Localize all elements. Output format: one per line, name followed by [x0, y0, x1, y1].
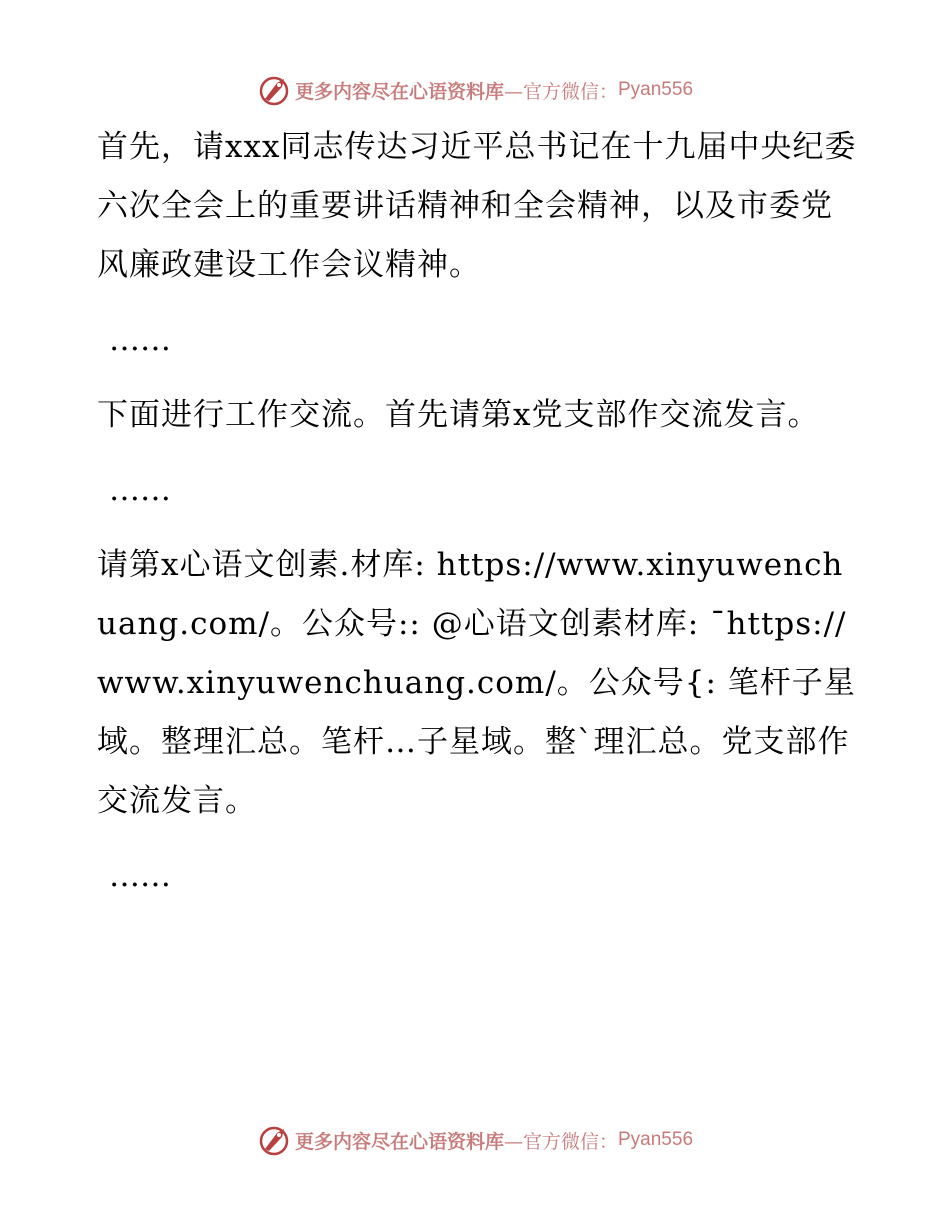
banner-main-text: 更多内容尽在心语资料库: [294, 1130, 504, 1153]
banner-sub-text: —官方微信：: [503, 1130, 618, 1153]
banner-main-text: 更多内容尽在心语资料库: [294, 80, 504, 103]
paragraph-branch-speech: 请第x心语文创素.材库: https://www.xinyuwenchuang.com/。公众号:: @心语文创素材库: ¯https://www.xinyuwenchuang.com/。公众号{: 笔杆子星域。整理汇总。笔杆…子星域。整`理汇总。党支部作交流发言。: [97, 547, 856, 819]
paragraph-opening: 首先，请xxx同志传达习近平总书记在十九届中央纪委六次全会上的重要讲话精神和全会精神，以及市委党风廉政建设工作会议精神。: [97, 129, 857, 283]
pen-nib-logo-icon: [257, 1123, 291, 1157]
banner-wechat-id: Pyan556: [618, 1129, 694, 1150]
banner-sub-text: —官方微信：: [503, 80, 618, 103]
ellipsis-3: ……: [109, 858, 171, 894]
banner-wechat-id: Pyan556: [618, 79, 694, 100]
paragraph-exchange: 下面进行工作交流。首先请第x党支部作交流发言。: [97, 397, 820, 433]
header-banner: [0, 70, 950, 110]
document-body: [97, 118, 857, 906]
pen-nib-logo-icon: [257, 73, 291, 107]
ellipsis-1: ……: [109, 322, 171, 358]
footer-banner: [0, 1120, 950, 1160]
ellipsis-2: ……: [109, 472, 171, 508]
